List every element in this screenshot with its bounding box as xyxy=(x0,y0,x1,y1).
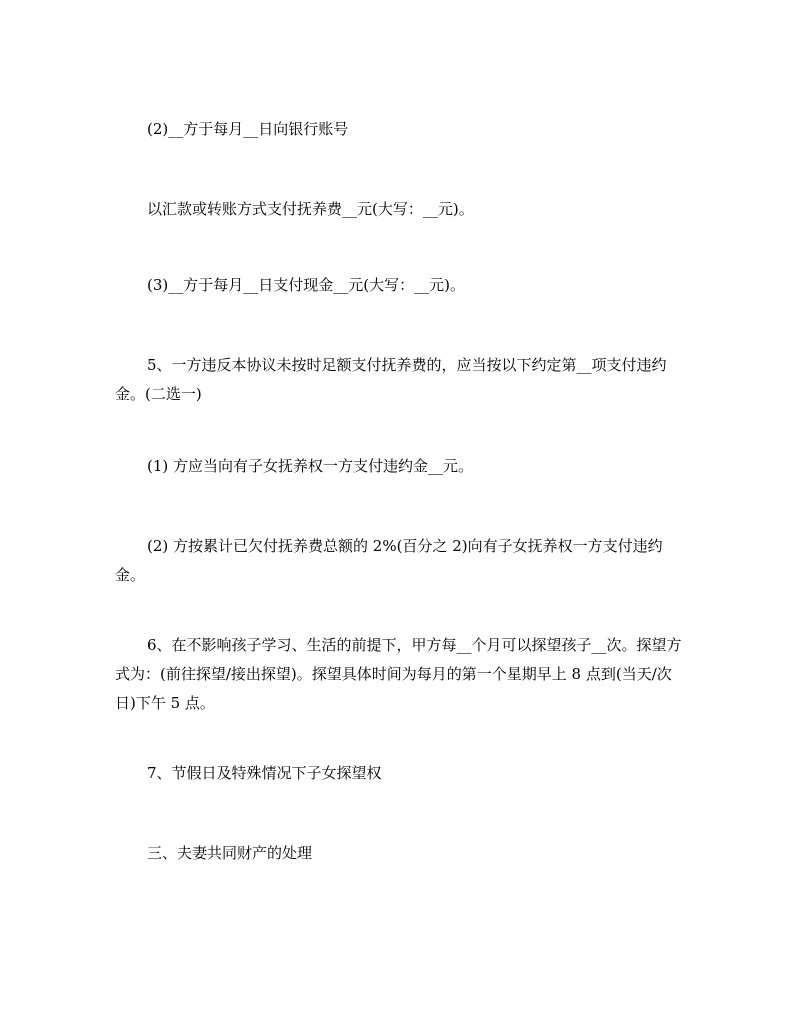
paragraph-clause-7: 7、节假日及特殊情况下子女探望权 xyxy=(147,764,382,782)
section-heading-3: 三、夫妻共同财产的处理 xyxy=(147,844,313,862)
paragraph-clause-6: 6、在不影响孩子学习、生活的前提下，甲方每__个月可以探望孩子__次。探望方式为：(前往探望/接出探望)。探望具体时间为每月的第一个星期早上 8 点到(当天/次日)下午 5 点。 xyxy=(115,636,682,712)
paragraph-clause-5: 5、一方违反本协议未按时足额支付抚养费的，应当按以下约定第__项支付违约金。(二选一) xyxy=(115,356,667,403)
paragraph-payment-cash: (3)__方于每月__日支付现金__元(大写：__元)。 xyxy=(147,276,465,294)
paragraph-payment-transfer: 以汇款或转账方式支付抚养费__元(大写：__元)。 xyxy=(147,200,474,218)
paragraph-payment-bank: (2)__方于每月__日向银行账号 xyxy=(147,120,349,138)
paragraph-penalty-option-1: (1) 方应当向有子女抚养权一方支付违约金__元。 xyxy=(147,457,474,475)
paragraph-penalty-option-2: (2) 方按累计已欠付抚养费总额的 2%(百分之 2)向有子女抚养权一方支付违约金。 xyxy=(115,537,663,584)
